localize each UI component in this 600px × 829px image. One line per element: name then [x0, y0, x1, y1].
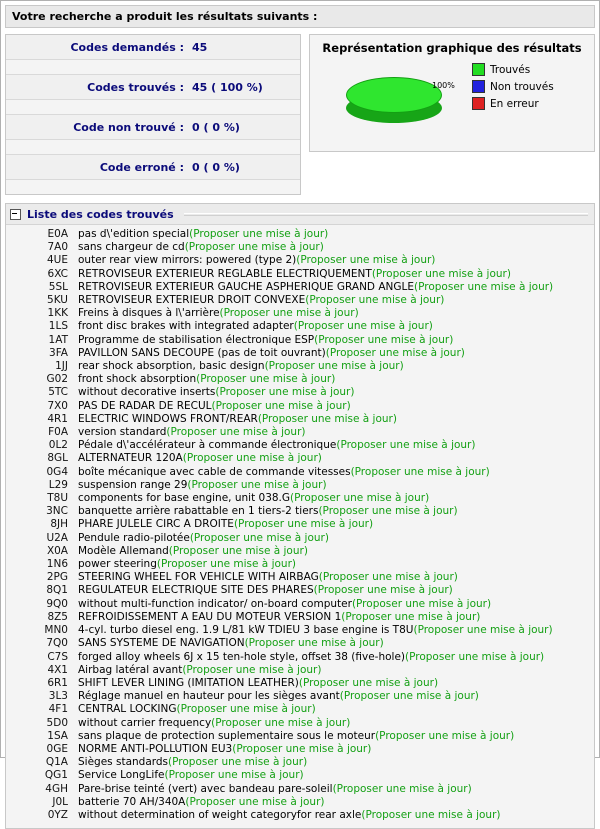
code-row [6, 360, 594, 373]
code-id: 1JJ [55, 360, 68, 373]
propose-update-link[interactable]: (Proposer une mise à jour) [313, 584, 453, 597]
code-description: Sièges standards [78, 756, 169, 769]
propose-update-link[interactable]: (Proposer une mise à jour) [325, 346, 465, 359]
propose-update-link[interactable]: (Proposer une mise à jour) [166, 426, 306, 439]
code-row [6, 228, 594, 241]
code-description: REGULATEUR ELECTRIQUE SITE DES PHARES [78, 584, 314, 597]
code-row [6, 584, 594, 597]
code-row [6, 598, 594, 611]
summary-table [5, 34, 301, 195]
legend-label: Non trouvés [490, 80, 554, 93]
code-row [6, 254, 594, 267]
pie-slice-trouves [346, 77, 442, 113]
code-description: version standard [78, 426, 167, 439]
code-id: E0A [47, 228, 68, 240]
code-row [6, 413, 594, 426]
propose-update-link[interactable]: (Proposer une mise à jour) [156, 558, 296, 571]
code-id: 5SL [48, 280, 68, 293]
propose-update-link[interactable]: (Proposer une mise à jour) [219, 307, 359, 320]
code-description: Modèle Allemand [78, 544, 169, 557]
code-row [6, 479, 594, 492]
code-description: Réglage manuel en hauteur pour les sièges avant [78, 690, 340, 703]
code-id: 0YZ [47, 808, 68, 821]
propose-update-link[interactable]: (Proposer une mise à jour) [215, 386, 355, 399]
code-id: 3L3 [48, 690, 68, 703]
propose-update-link[interactable]: (Proposer une mise à jour) [305, 294, 445, 307]
code-row [6, 373, 594, 386]
code-row [6, 637, 594, 650]
found-codes-panel [5, 203, 595, 829]
code-row [6, 651, 594, 664]
code-row [6, 334, 594, 347]
code-description: outer rear view mirrors: powered (type 2) [78, 254, 297, 267]
pie-chart [328, 57, 468, 137]
propose-update-link[interactable]: (Proposer une mise à jour) [375, 729, 515, 742]
code-id: 1N6 [46, 558, 68, 571]
code-row [6, 532, 594, 545]
summary-row [6, 75, 300, 100]
chart-title: Représentation graphique des résultats [322, 41, 582, 55]
code-id: 5TC [48, 386, 68, 399]
propose-update-link[interactable]: (Proposer une mise à jour) [164, 769, 304, 782]
code-description: RETROVISEUR EXTERIEUR REGLABLE ELECTRIQUEMENT [78, 267, 372, 280]
code-description: Freins à disques à l\'arrière [78, 307, 220, 320]
propose-update-link[interactable]: (Proposer une mise à jour) [244, 637, 384, 650]
code-id: C7S [47, 650, 68, 663]
propose-update-link[interactable]: (Proposer une mise à jour) [371, 267, 511, 280]
code-id: 0L2 [48, 439, 68, 452]
code-description: Pare-brise teinté (vert) avec bandeau pare-soleil [78, 782, 333, 795]
code-description: SANS SYSTEME DE NAVIGATION [78, 637, 245, 650]
code-description: NORME ANTI-POLLUTION EU3 [78, 742, 233, 755]
propose-update-link[interactable]: (Proposer une mise à jour) [314, 333, 454, 346]
code-row [6, 769, 594, 782]
summary-value: 45 ( 100 %) [192, 80, 263, 94]
summary-label: Codes demandés : [70, 40, 184, 54]
code-row [6, 426, 594, 439]
propose-update-link[interactable]: (Proposer une mise à jour) [341, 610, 481, 623]
code-id: Q1A [45, 756, 68, 769]
code-id: 1AT [48, 333, 68, 346]
code-row [6, 518, 594, 531]
code-description: without carrier frequency [78, 716, 212, 729]
code-row [6, 466, 594, 479]
code-row [6, 730, 594, 743]
code-id: 8JH [50, 518, 68, 531]
code-description: front disc brakes with integrated adapter [78, 320, 294, 333]
code-row [6, 717, 594, 730]
propose-update-link[interactable]: (Proposer une mise à jour) [168, 756, 308, 769]
code-description: Programme de stabilisation électronique ESP [78, 333, 315, 346]
code-row [6, 268, 594, 281]
code-row [6, 796, 594, 809]
propose-update-link[interactable]: (Proposer une mise à jour) [332, 782, 472, 795]
code-id: MN0 [44, 624, 68, 637]
propose-update-link[interactable]: (Proposer une mise à jour) [298, 676, 439, 689]
propose-update-link[interactable]: (Proposer une mise à jour) [318, 571, 458, 584]
code-description: without multi-function indicator/ on-board computer [78, 597, 352, 610]
code-id: 6R1 [47, 676, 68, 689]
code-row [6, 558, 594, 571]
code-id: 4X1 [47, 663, 68, 676]
summary-spacer [6, 180, 300, 194]
summary-row [6, 155, 300, 180]
code-id: U2A [46, 531, 68, 544]
propose-update-link[interactable]: (Proposer une mise à jour) [414, 280, 554, 293]
code-row [6, 386, 594, 399]
code-description: CENTRAL LOCKING [78, 703, 177, 716]
code-row [6, 281, 594, 294]
found-codes-header [6, 204, 594, 225]
pie-slice-label: 100% [432, 81, 455, 90]
propose-update-link[interactable]: (Proposer une mise à jour) [296, 254, 436, 267]
code-row [6, 783, 594, 796]
code-id: 0G4 [46, 465, 68, 478]
code-row [6, 320, 594, 333]
code-description: STEERING WHEEL FOR VEHICLE WITH AIRBAG [78, 571, 319, 584]
code-row [6, 439, 594, 452]
summary-spacer [6, 140, 300, 155]
code-row [6, 307, 594, 320]
code-id: 4UE [47, 254, 68, 267]
code-description: batterie 70 AH/340A [78, 795, 186, 808]
code-id: 6XC [47, 267, 68, 280]
code-description: without decorative inserts [78, 386, 216, 399]
propose-update-link[interactable]: (Proposer une mise à jour) [196, 373, 336, 386]
propose-update-link[interactable]: (Proposer une mise à jour) [350, 465, 490, 478]
propose-update-link[interactable]: (Proposer une mise à jour) [257, 412, 397, 425]
propose-update-link[interactable]: (Proposer une mise à jour) [351, 597, 492, 610]
code-row [6, 347, 594, 360]
code-row [6, 756, 594, 769]
code-id: 8Z5 [47, 610, 68, 623]
collapse-toggle-icon[interactable] [10, 209, 21, 220]
summary-row [6, 35, 300, 60]
legend-label: Trouvés [490, 63, 531, 76]
code-id: 3FA [49, 346, 68, 359]
code-description: PAVILLON SANS DECOUPE (pas de toit ouvrant) [78, 346, 326, 359]
summary-value: 45 [192, 40, 208, 54]
code-description: power steering [78, 558, 157, 571]
results-chart [309, 34, 595, 152]
code-id: J0L [52, 795, 68, 808]
code-id: 7Q0 [46, 637, 68, 650]
code-description: 4-cyl. turbo diesel eng. 1.9 L/81 kW TDIEU 3 base engine is T8U [78, 624, 414, 637]
code-description: PAS DE RADAR DE RECUL [78, 399, 212, 412]
code-description: PHARE JULELE CIRC A DROITE [78, 518, 234, 531]
code-description: front shock absorption [78, 373, 197, 386]
propose-update-link[interactable]: (Proposer une mise à jour) [184, 241, 324, 254]
propose-update-link[interactable]: (Proposer une mise à jour) [339, 690, 479, 703]
code-id: QG1 [44, 769, 68, 782]
propose-update-link[interactable]: (Proposer une mise à jour) [185, 795, 325, 808]
code-id: G02 [46, 373, 68, 386]
code-description: pas d\'edition special [78, 228, 190, 240]
code-row [6, 611, 594, 624]
code-description: without determination of weight categoryfor rear axle [78, 808, 362, 821]
code-id: 4GH [45, 782, 68, 795]
found-codes-list [6, 225, 594, 828]
page-title: Votre recherche a produit les résultats suivants : [5, 5, 595, 28]
code-description: RETROVISEUR EXTERIEUR GAUCHE ASPHERIQUE GRAND ANGLE [78, 280, 415, 293]
code-row [6, 664, 594, 677]
code-id: 7A0 [47, 241, 68, 254]
propose-update-link[interactable]: (Proposer une mise à jour) [232, 742, 372, 755]
code-row [6, 545, 594, 558]
code-id: 8GL [47, 452, 68, 465]
legend-item-en-erreur [472, 97, 554, 110]
code-row [6, 241, 594, 254]
propose-update-link[interactable]: (Proposer une mise à jour) [361, 808, 501, 821]
summary-label: Code non trouvé : [73, 120, 184, 134]
propose-update-link[interactable]: (Proposer une mise à jour) [290, 492, 430, 505]
code-row [6, 809, 594, 822]
code-id: 3NC [46, 505, 68, 518]
code-id: 2PG [46, 571, 68, 584]
code-id: 9Q0 [46, 597, 68, 610]
code-description: sans chargeur de cd [78, 241, 185, 254]
code-description: Pendule radio-pilotée [78, 531, 190, 544]
code-id: 5KU [47, 294, 68, 307]
chart-body [310, 57, 594, 139]
code-row [6, 294, 594, 307]
code-id: 7X0 [47, 399, 68, 412]
propose-update-link[interactable]: (Proposer une mise à jour) [318, 505, 458, 518]
code-description: boîte mécanique avec cable de commande vitesses [78, 465, 351, 478]
propose-update-link[interactable]: (Proposer une mise à jour) [413, 624, 553, 637]
propose-update-link[interactable]: (Proposer une mise à jour) [336, 439, 476, 452]
code-id: F0A [48, 426, 68, 439]
code-description: SHIFT LEVER LINING (IMITATION LEATHER) [78, 676, 299, 689]
propose-update-link[interactable]: (Proposer une mise à jour) [189, 531, 329, 544]
code-description: suspension range 29 [78, 478, 188, 491]
propose-update-link[interactable]: (Proposer une mise à jour) [405, 650, 545, 663]
legend-swatch-icon [472, 80, 485, 93]
propose-update-link[interactable]: (Proposer une mise à jour) [187, 478, 327, 491]
code-id: T8U [47, 492, 68, 505]
code-id: 8Q1 [46, 584, 68, 597]
code-id: L29 [48, 478, 68, 491]
code-description: Pédale d\'accélérateur à commande électronique [78, 439, 337, 452]
propose-update-link[interactable]: (Proposer une mise à jour) [264, 360, 404, 373]
found-codes-title: Liste des codes trouvés [27, 207, 174, 221]
summary-value: 0 ( 0 %) [192, 160, 240, 174]
legend-swatch-icon [472, 97, 485, 110]
code-description: rear shock absorption, basic design [78, 360, 265, 373]
code-description: REFROIDISSEMENT A EAU DU MOTEUR VERSION 1 [78, 610, 342, 623]
code-id: 4R1 [47, 412, 68, 425]
code-row [6, 492, 594, 505]
code-row [6, 690, 594, 703]
code-id: 1KK [47, 307, 68, 320]
propose-update-link[interactable]: (Proposer une mise à jour) [293, 320, 433, 333]
propose-update-link[interactable]: (Proposer une mise à jour) [182, 663, 322, 676]
code-description: Service LongLife [78, 769, 165, 782]
code-description: banquette arrière rabattable en 1 tiers-2 tiers [78, 505, 319, 518]
code-row [6, 624, 594, 637]
code-description: Airbag latéral avant [78, 663, 183, 676]
propose-update-link[interactable]: (Proposer une mise à jour) [189, 228, 329, 240]
code-row [6, 703, 594, 716]
code-row [6, 571, 594, 584]
code-description: ELECTRIC WINDOWS FRONT/REAR [78, 412, 258, 425]
summary-spacer [6, 100, 300, 115]
code-id: 1SA [47, 729, 68, 742]
code-row [6, 400, 594, 413]
code-id: 1LS [48, 320, 68, 333]
propose-update-link[interactable]: (Proposer une mise à jour) [182, 452, 322, 465]
legend-swatch-icon [472, 63, 485, 76]
code-row [6, 505, 594, 518]
propose-update-link[interactable]: (Proposer une mise à jour) [233, 518, 374, 531]
summary-spacer [6, 60, 300, 75]
code-row [6, 677, 594, 690]
summary-and-chart [5, 34, 595, 195]
code-description: forged alloy wheels 6J x 15 ten-hole style, offset 38 (five-hole) [78, 650, 406, 663]
code-description: sans plaque de protection suplementaire sous le moteur [78, 729, 376, 742]
propose-update-link[interactable]: (Proposer une mise à jour) [211, 399, 351, 412]
code-id: 4F1 [48, 703, 68, 716]
legend-item-trouves [472, 63, 554, 76]
legend-label: En erreur [490, 97, 539, 110]
code-description: components for base engine, unit 038.G [78, 492, 291, 505]
summary-label: Codes trouvés : [87, 80, 184, 94]
summary-value: 0 ( 0 %) [192, 120, 240, 134]
header-divider [184, 213, 588, 216]
code-id: 0GE [46, 742, 68, 755]
propose-update-link[interactable]: (Proposer une mise à jour) [168, 544, 308, 557]
code-row [6, 452, 594, 465]
propose-update-link[interactable]: (Proposer une mise à jour) [211, 716, 351, 729]
legend-item-non-trouves [472, 80, 554, 93]
code-description: ALTERNATEUR 120A [78, 452, 183, 465]
code-id: X0A [46, 544, 68, 557]
propose-update-link[interactable]: (Proposer une mise à jour) [176, 703, 316, 716]
summary-row [6, 115, 300, 140]
code-description: RETROVISEUR EXTERIEUR DROIT CONVEXE [78, 294, 306, 307]
code-row [6, 743, 594, 756]
chart-legend [472, 63, 554, 114]
summary-label: Code erroné : [99, 160, 184, 174]
code-id: 5D0 [46, 716, 68, 729]
